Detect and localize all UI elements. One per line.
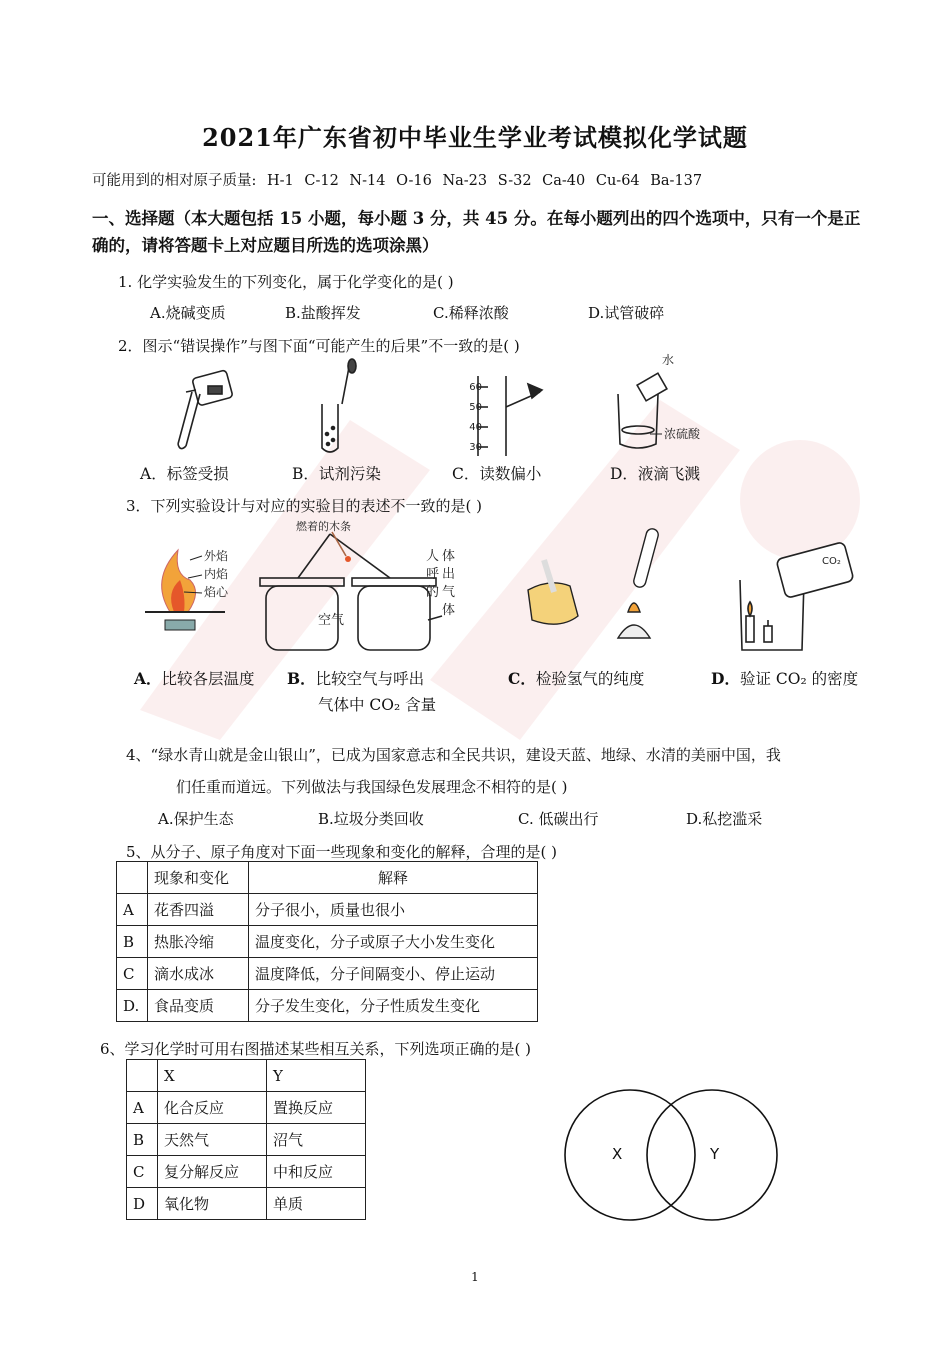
page-number: 1	[471, 1270, 479, 1284]
q3-caption-b-line2: 气体中 CO₂ 含量	[318, 696, 437, 714]
tick-label: 50	[469, 402, 482, 413]
flame-labels	[204, 548, 229, 599]
tick-label: 30	[469, 442, 482, 453]
svg-text:呼: 呼	[426, 567, 440, 582]
q2-figure-a	[178, 370, 233, 449]
table-row: B 天然气 沼气	[127, 1124, 366, 1156]
question-4-stem: 4、“绿水青山就是金山银山”，已成为国家意志和全民共识，建设天蓝、地绿、水清的美丽中国，我	[126, 746, 781, 764]
q3-figure-c	[528, 527, 660, 638]
q2-caption-b: B．试剂污染	[292, 465, 381, 483]
svg-text:气: 气	[442, 585, 456, 600]
q2-caption-a: A．标签受损	[140, 465, 229, 483]
section-heading: 一、选择题（本大题包括 15 小题，每小题 3 分，共 45 分。在每小题列出的四个选项中，只有一个是正确的，请将答题卡上对应题目所选的选项涂黑）	[92, 209, 861, 255]
svg-text:出: 出	[442, 567, 456, 582]
inner-flame-label: 内焰	[204, 567, 229, 581]
q1-option-a: A.烧碱变质	[150, 304, 226, 322]
venn-diagram	[560, 1085, 800, 1225]
svg-text:人: 人	[426, 549, 440, 564]
acid-label: 浓硫酸	[664, 427, 701, 441]
table-header-cell: Y	[267, 1060, 366, 1092]
question-3-stem: 3．下列实验设计与对应的实验目的表述不一致的是( )	[126, 497, 483, 515]
svg-text:的: 的	[426, 585, 440, 600]
q3-figures	[130, 520, 870, 665]
q6-table	[126, 1059, 366, 1220]
question-4-stem-line2: 们任重而道远。下列做法与我国绿色发展理念不相符的是( )	[176, 778, 568, 796]
table-header-row	[127, 1060, 366, 1092]
atomic-masses: 可能用到的相对原子质量: H-1 C-12 N-14 O-16 Na-23 S-32 Ca-40 Cu-64 Ba-137	[92, 173, 703, 189]
flame-core-label: 焰心	[204, 585, 229, 599]
table-row: A 化合反应 置换反应	[127, 1092, 366, 1124]
q1-option-b: B.盐酸挥发	[285, 304, 361, 322]
q2-caption-d: D．液滴飞溅	[610, 465, 700, 483]
q2-figure-d	[618, 373, 667, 448]
q2-figure-c	[478, 376, 542, 456]
tick-label: 60	[469, 382, 482, 393]
q2-figures	[150, 352, 710, 460]
table-row: A 花香四溢 分子很小，质量也很小	[117, 894, 538, 926]
table-header-row	[117, 862, 538, 894]
venn-label-x: X	[612, 1145, 623, 1163]
q3-caption-d: D．验证 CO₂ 的密度	[711, 669, 859, 688]
table-row: D 氧化物 单质	[127, 1188, 366, 1220]
venn-circle-x	[565, 1090, 695, 1220]
question-6-stem: 6、学习化学时可用右图描述某些相互关系，下列选项正确的是( )	[100, 1040, 532, 1058]
q1-option-c: C.稀释浓酸	[433, 304, 509, 322]
table-header-cell: X	[158, 1060, 267, 1092]
q2-figure-b	[322, 359, 356, 452]
q3-caption-c: C．检验氢气的纯度	[508, 669, 645, 688]
question-5-stem: 5、从分子、原子角度对下面一些现象和变化的解释，合理的是( )	[126, 843, 558, 861]
table-header-cell: 解释	[249, 862, 538, 894]
q4-option-b: B.垃圾分类回收	[318, 810, 424, 828]
q1-option-d: D.试管破碎	[588, 304, 665, 322]
outer-flame-label: 外焰	[204, 549, 229, 563]
co2-label: CO₂	[822, 556, 841, 567]
svg-text:体: 体	[442, 603, 456, 618]
table-header-cell	[127, 1060, 158, 1092]
svg-text:体: 体	[442, 549, 456, 564]
q3-caption-b: B．比较空气与呼出	[287, 669, 425, 688]
table-row: C 滴水成冰 温度降低，分子间隔变小、停止运动	[117, 958, 538, 990]
q4-option-d: D.私挖滥采	[686, 810, 763, 828]
q2-caption-c: C．读数偏小	[452, 465, 542, 483]
table-row: C 复分解反应 中和反应	[127, 1156, 366, 1188]
q5-table	[116, 861, 538, 1022]
q4-option-c: C. 低碳出行	[518, 810, 599, 828]
q3-figure-b	[260, 532, 442, 650]
q2-figure-c-ticks	[469, 382, 482, 453]
venn-label-y: Y	[710, 1145, 720, 1163]
tick-label: 40	[469, 422, 482, 433]
water-label: 水	[662, 353, 675, 367]
table-header-cell	[117, 862, 148, 894]
q4-option-a: A.保护生态	[158, 810, 234, 828]
air-label: 空气	[318, 613, 345, 628]
burning-stick-label: 燃着的木条	[296, 520, 351, 533]
question-1-stem: 1. 化学实验发生的下列变化，属于化学变化的是( )	[118, 273, 454, 291]
table-header-cell: 现象和变化	[148, 862, 249, 894]
question-2-stem: 2．图示“错误操作”与图下面“可能产生的后果”不一致的是( )	[118, 337, 520, 355]
q3-caption-a: A．比较各层温度	[134, 669, 255, 688]
table-row: B 热胀冷缩 温度变化，分子或原子大小发生变化	[117, 926, 538, 958]
table-row: D. 食品变质 分子发生变化，分子性质发生变化	[117, 990, 538, 1022]
page-title: 2021年广东省初中毕业生学业考试模拟化学试题	[202, 123, 748, 152]
